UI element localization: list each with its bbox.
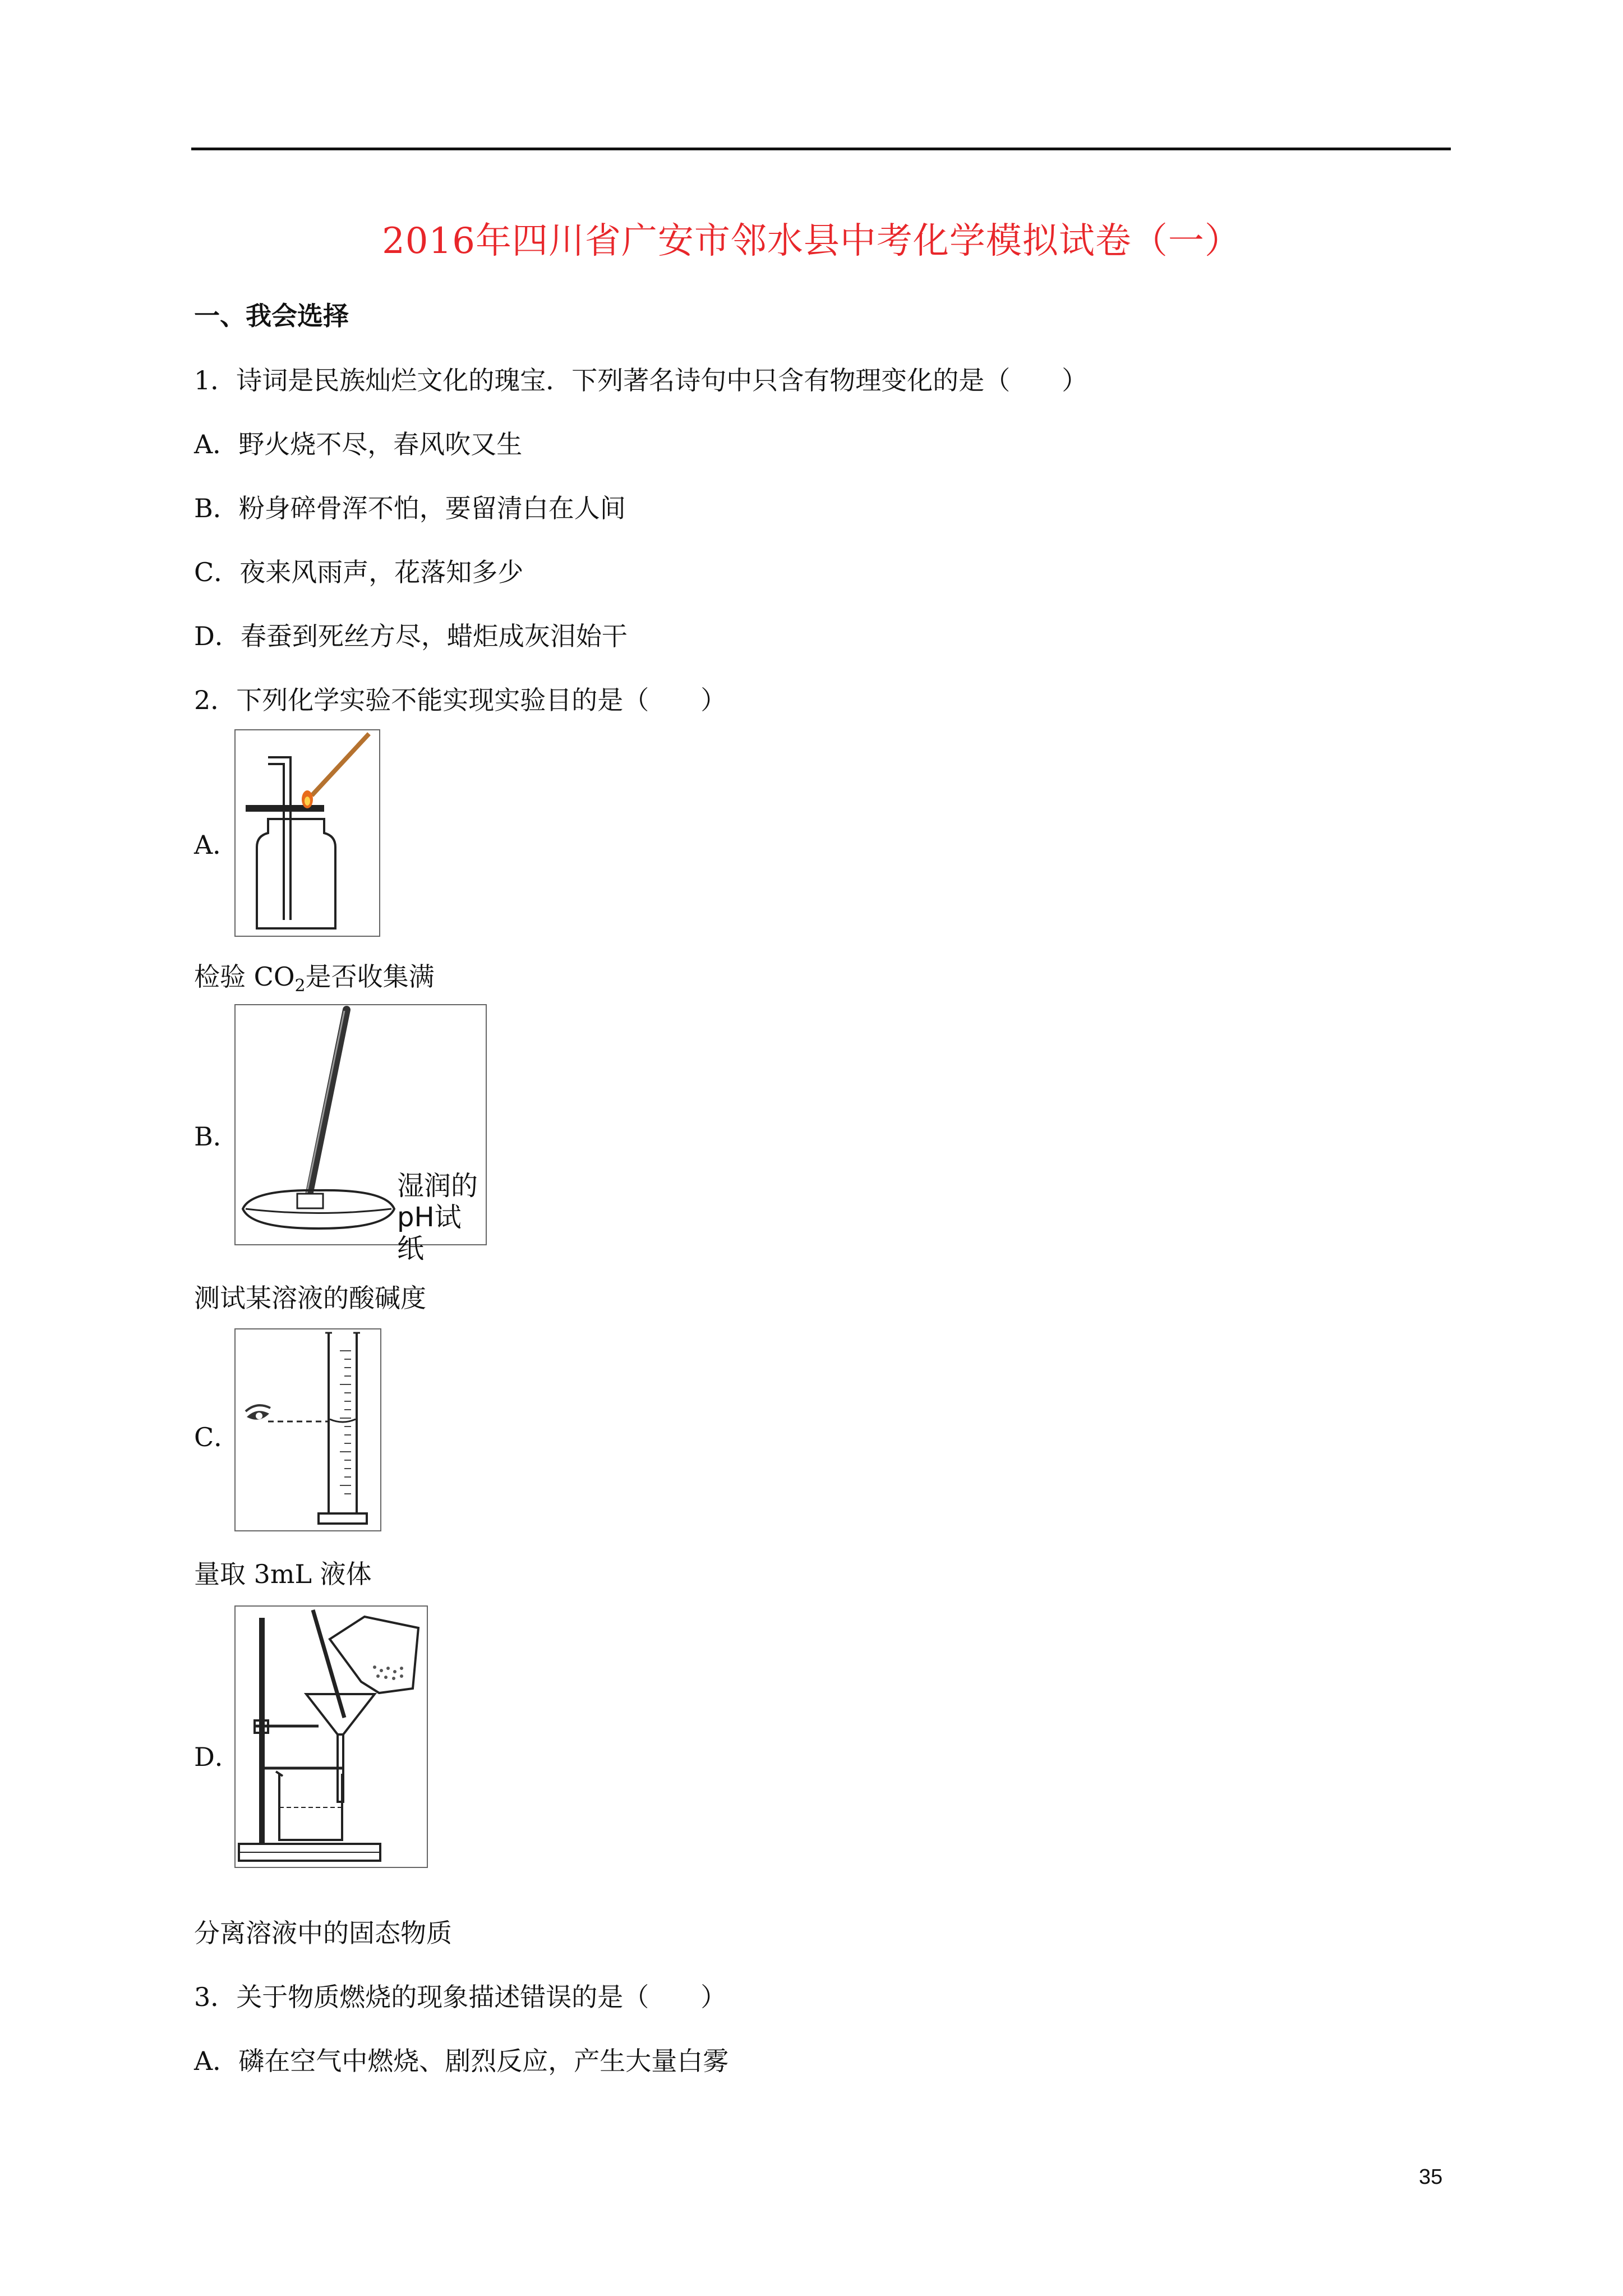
question-1-stem: 1．诗词是民族灿烂文化的瑰宝．下列著名诗句中只含有物理变化的是（ ） <box>194 365 1088 395</box>
question-3-stem: 3．关于物质燃烧的现象描述错误的是（ ） <box>194 1982 727 2012</box>
filtration-figure <box>234 1605 428 1868</box>
page-number: 35 <box>1419 2165 1443 2189</box>
question-3-option-a: A．磷在空气中燃烧、剧烈反应，产生大量白雾 <box>194 2046 729 2076</box>
ph-label-line-2: pH试纸 <box>397 1202 462 1264</box>
question-1-option-d: D．春蚕到死丝方尽，蜡炬成灰泪始干 <box>194 621 628 651</box>
question-2-option-a-label: A． <box>194 830 239 860</box>
question-1-option-c: C．夜来风雨声，花落知多少 <box>194 557 524 587</box>
ph-paper-figure <box>234 1004 487 1264</box>
question-2-stem: 2．下列化学实验不能实现实验目的是（ ） <box>194 685 727 715</box>
page-title: 2016年四川省广安市邻水县中考化学模拟试卷（一） <box>382 220 1241 262</box>
ph-paper-label <box>397 1170 487 1264</box>
section-heading: 一、我会选择 <box>194 301 349 331</box>
gas-bottle-match-figure <box>234 729 380 937</box>
question-1-option-a: A．野火烧不尽，春风吹又生 <box>194 429 523 459</box>
question-2-option-c-caption: 量取 3mL 液体 <box>194 1559 372 1589</box>
graduated-cylinder-figure <box>234 1328 381 1531</box>
header-rule <box>191 148 1451 150</box>
question-2-option-b-caption: 测试某溶液的酸碱度 <box>194 1283 426 1313</box>
question-2-option-d-caption: 分离溶液中的固态物质 <box>194 1918 452 1948</box>
question-1-option-b: B．粉身碎骨浑不怕，要留清白在人间 <box>194 493 626 523</box>
question-2-option-c-label: C． <box>194 1422 240 1452</box>
question-2-option-d-label: D． <box>194 1742 241 1772</box>
question-2-option-b-label: B． <box>194 1121 239 1152</box>
ph-label-line-1: 湿润的 <box>397 1170 478 1202</box>
question-2-option-a-caption: 检验 $CO_2$是否收集满 <box>194 961 435 996</box>
